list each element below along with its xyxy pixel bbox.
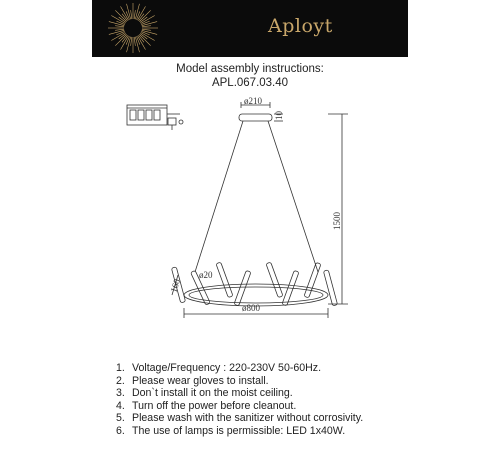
list-item: 4. Turn off the power before cleanout.: [116, 399, 297, 412]
canopy-diameter-label: ø210: [244, 96, 262, 106]
suspension-cable: [268, 121, 318, 272]
instructions-list: [116, 362, 363, 438]
lamp-diameter-label: ø20: [199, 270, 213, 280]
terminal-block-icon: [127, 105, 183, 130]
model-number: APL.067.03.40: [211, 77, 289, 89]
document-title: Model assembly instructions:: [176, 63, 324, 75]
canopy-height-label: 10: [274, 111, 284, 120]
lamp-length-label: 160: [168, 277, 183, 294]
list-item: 5. Please wash with the sanitizer without corrosivity.: [116, 412, 364, 425]
brand-name: Aployt: [268, 15, 333, 37]
sunburst-logo-icon: [92, 0, 408, 57]
list-item: 6. The use of lamps is permissible: LED 1x40W.: [116, 424, 346, 437]
list-item: 3. Don`t install it on the moist ceiling.: [116, 387, 293, 400]
brand-banner: [92, 0, 408, 57]
list-item: 1. Voltage/Frequency : 220-230V 50-60Hz.: [116, 362, 322, 374]
list-item: 2. Please wear gloves to install.: [116, 374, 269, 387]
technical-drawing: [0, 92, 500, 357]
suspension-cable: [195, 121, 243, 272]
ring-diameter-label: ø800: [242, 303, 260, 313]
suspension-height-label: 1500: [332, 212, 342, 230]
